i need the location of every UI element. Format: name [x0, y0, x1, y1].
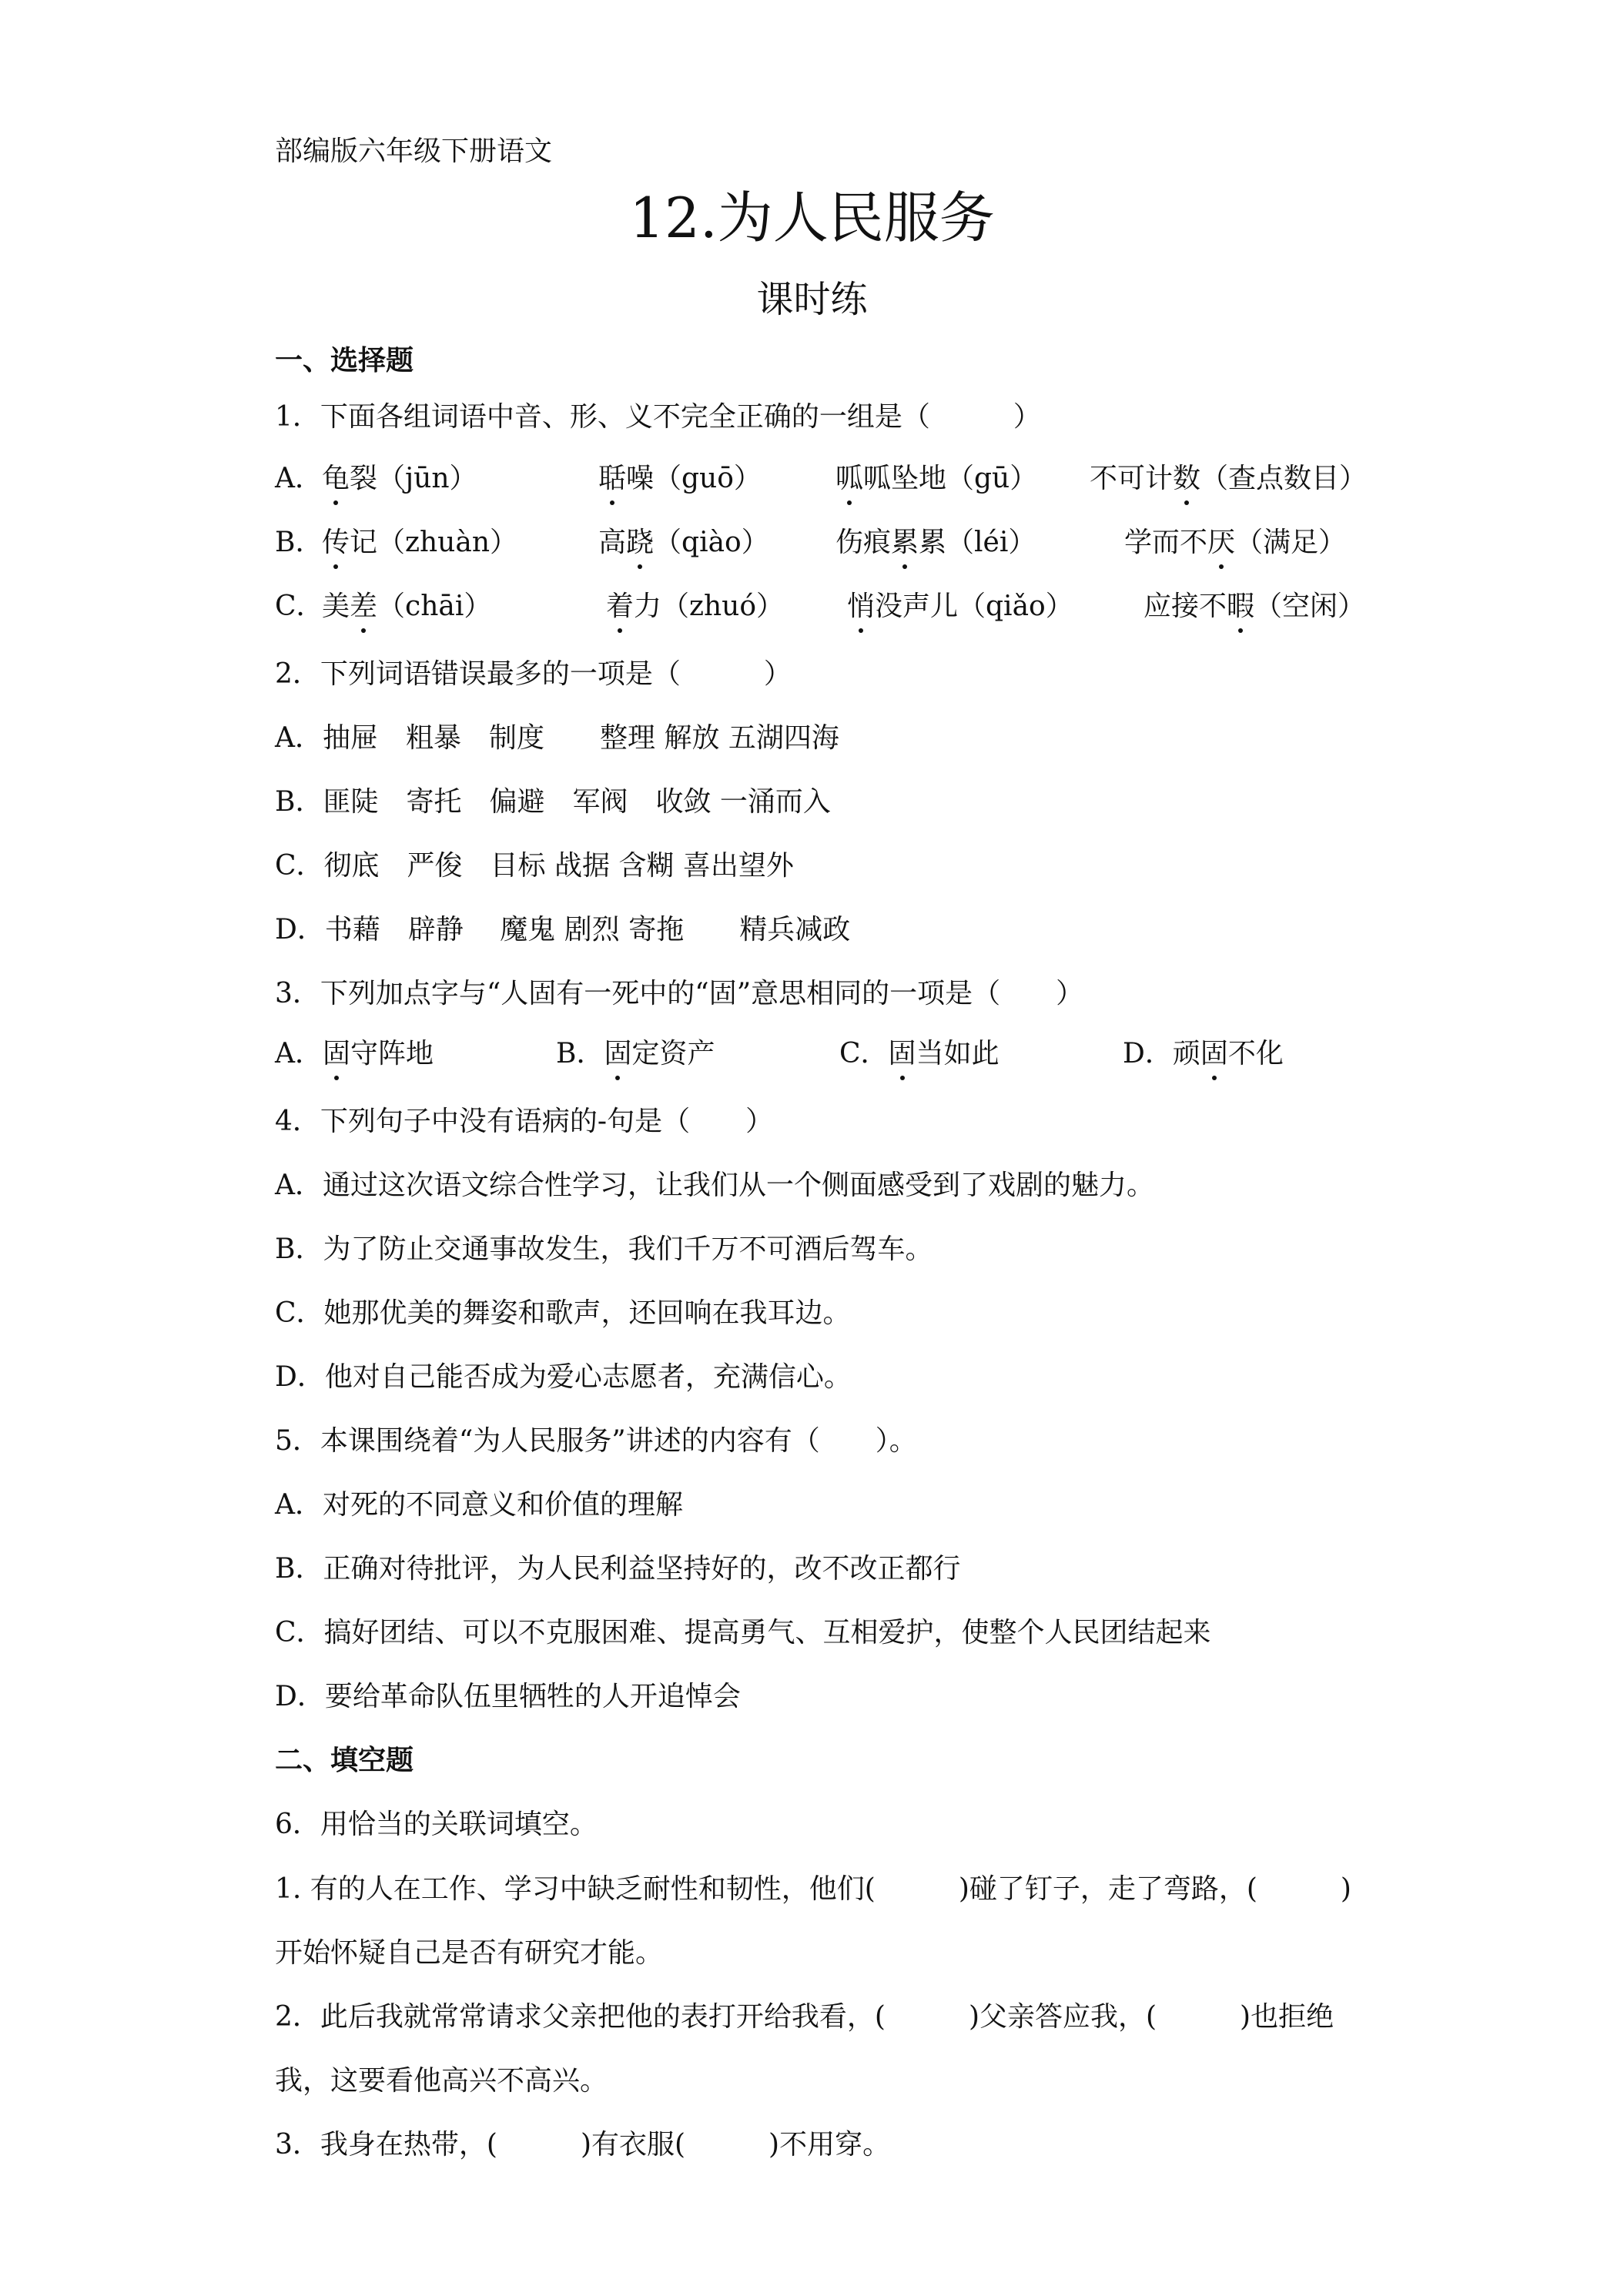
question-5-option-c: C．搞好团结、可以不克服困难、提高勇气、互相爱护，使整个人民团结起来 — [275, 1617, 1211, 1648]
dotted-char: 龟 — [322, 457, 350, 496]
question-6-item-2-line-2: 我，这要看他高兴不高兴。 — [275, 2065, 608, 2097]
dotted-char: 聒 — [598, 457, 626, 496]
question-5-option-d: D．要给革命队伍里牺牲的人开追悼会 — [275, 1681, 741, 1712]
dotted-char: 固 — [604, 1032, 631, 1071]
dotted-char: 着 — [606, 584, 634, 624]
question-2-option-a: A．抽屉 粗暴 制度 整理 解放 五湖四海 — [275, 722, 839, 754]
question-2-option-c: C．彻底 严俊 目标 战据 含糊 喜出望外 — [275, 850, 794, 882]
question-5-stem: 5．本课围绕着“为人民服务”讲述的内容有（ ）。 — [275, 1425, 917, 1457]
question-4-stem: 4．下列句子中没有语病的-句是（ ） — [275, 1106, 774, 1137]
course-header: 部编版六年级下册语文 — [275, 136, 553, 167]
question-2-stem: 2．下列词语错误最多的一项是（ ） — [275, 658, 792, 690]
question-6-item-1-line-1: 1. 有的人在工作、学习中缺乏耐性和韧性，他们( )碰了钉子，走了弯路，( ) — [275, 1873, 1351, 1905]
question-6-item-3: 3．我身在热带，( )有衣服( )不用穿。 — [275, 2129, 891, 2160]
question-6-item-2-line-1: 2．此后我就常常请求父亲把他的表打开给我看，( )父亲答应我，( )也拒绝 — [275, 2001, 1334, 2033]
lesson-subtitle: 课时练 — [756, 278, 868, 321]
question-4-option-d: D．他对自己能否成为爱心志愿者，充满信心。 — [275, 1361, 852, 1393]
question-5-option-a: A．对死的不同意义和价值的理解 — [275, 1489, 683, 1521]
question-3-stem: 3．下列加点字与“人固有一死中的“固”意思相同的一项是（ ） — [275, 978, 1084, 1009]
dotted-char: 暇 — [1227, 584, 1254, 624]
lesson-title: 12.为人民服务 — [629, 186, 995, 250]
question-4-option-b: B．为了防止交通事故发生，我们千万不可酒后驾车。 — [275, 1233, 933, 1265]
worksheet-page: 部编版六年级下册语文 12.为人民服务 课时练 一、选择题 1．下面各组词语中音、形、义不完全正确的一组是（ ） A． 龟裂（jūn） 聒噪（guō） 呱呱坠地（gū） 不可计数（查点数目） B． 传记（zhuàn） 高跷（qiào） 伤痕累累（léi） 学而不厌（满足） C． 美差（chāi） 着力（zhuó） 悄没声儿（qiǎo） 应接不暇（空闲） 2．下列词语错误最多的一项是（ ） A．抽屉 粗暴 制度 整理 解放 五湖四海 B．匪陡 寄托 偏避 军阀 收敛 一涌而入 C．彻底 严俊 目标 战据 含糊 喜出望外 D．书藉 辟静 魔鬼 剧烈 寄拖 精兵减政 3．下列加点字与“人固有一死中的“固”意思相同的一项是（ ） A．固守阵地 B．固定资产 C．固当如此 D．顽固不化 4．下列句子中没有语病的-句是（ ） A．通过这次语文综合性学习，让我们从一个侧面感受到了戏剧的魅力。 B．为了防止交通事故发生，我们千万不可酒后驾车。 C．她那优美的舞姿和歌声，还回响在我耳边。 D．他对自己能否成为爱心志愿者，充满信心。 5．本课围绕着“为人民服务”讲述的内容有（ ）。 A．对死的不同意义和价值的理解 B．正确对待批评，为人民利益坚持好的，改不改正都行 C．搞好团结、可以不克服困难、提高勇气、互相爱护，使整个人民团结起来 D．要给革命队伍里牺牲的人开追悼会 二、填空题 6．用恰当的关联词填空。 1. 有的人在工作、学习中缺乏耐性和韧性，他们( )碰了钉子，走了弯路，( ) 开始怀疑自己是否有研究才能。 2．此后我就常常请求父亲把他的表打开给我看，( )父亲答应我，( )也拒绝 我，这要看他高兴不高兴。 3．我身在热带，( )有衣服( )不用穿。 — [0, 0, 1624, 2296]
dotted-char: 差 — [350, 584, 377, 624]
dotted-char: 数 — [1173, 457, 1200, 496]
question-4-option-a: A．通过这次语文综合性学习，让我们从一个侧面感受到了戏剧的魅力。 — [275, 1170, 1154, 1201]
dotted-char: 固 — [889, 1032, 916, 1071]
dotted-char: 累 — [891, 520, 919, 560]
dotted-char: 厌 — [1207, 520, 1235, 560]
dotted-char: 传 — [322, 520, 350, 560]
question-6-stem: 6．用恰当的关联词填空。 — [275, 1809, 598, 1840]
dotted-char: 跷 — [626, 520, 654, 560]
question-2-option-d: D．书藉 辟静 魔鬼 剧烈 寄拖 精兵减政 — [275, 914, 851, 946]
dotted-char: 固 — [1200, 1032, 1228, 1071]
question-1-stem: 1．下面各组词语中音、形、义不完全正确的一组是（ ） — [275, 401, 1041, 433]
question-6-item-1-line-2: 开始怀疑自己是否有研究才能。 — [275, 1937, 664, 1969]
question-5-option-b: B．正确对待批评，为人民利益坚持好的，改不改正都行 — [275, 1553, 961, 1585]
question-2-option-b: B．匪陡 寄托 偏避 军阀 收敛 一涌而入 — [275, 786, 831, 818]
section-choice-heading: 一、选择题 — [275, 345, 414, 377]
dotted-char: 呱 — [835, 457, 863, 496]
question-4-option-c: C．她那优美的舞姿和歌声，还回响在我耳边。 — [275, 1297, 851, 1329]
dotted-char: 悄 — [847, 584, 875, 624]
section-fill-heading: 二、填空题 — [275, 1745, 414, 1776]
dotted-char: 固 — [323, 1032, 350, 1071]
